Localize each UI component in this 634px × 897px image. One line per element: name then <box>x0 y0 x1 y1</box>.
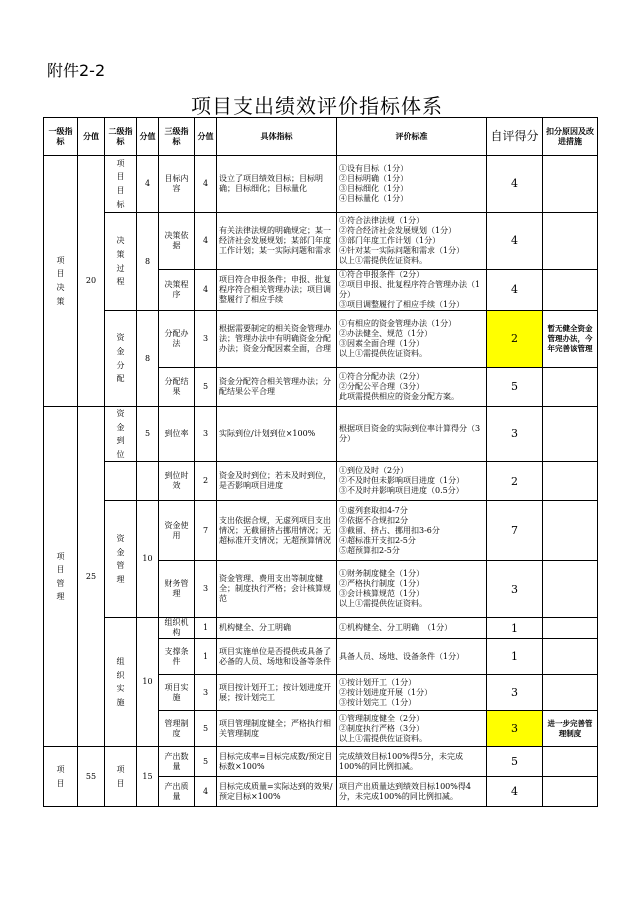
level3-indicator: 项目实施 <box>159 675 195 711</box>
level1-score: 25 <box>78 407 105 747</box>
table-row <box>44 213 598 270</box>
header-level2: 二级指标 <box>105 118 137 156</box>
specific-indicator: 支出依据合规，无虚列项目支出情况；无截留挤占挪用情况；无超标准开支情况；无超预算情况 <box>217 501 337 561</box>
level2-indicator-text: 资金到位 <box>116 409 125 459</box>
deduction-reason <box>543 407 598 462</box>
level3-score: 3 <box>195 561 217 618</box>
evaluation-criteria: ①符合申报条件（2分） ②项目申报、批复程序符合管理办法（1分） ③项目调整履行了相应手续（1分） <box>337 270 487 311</box>
level3-score: 1 <box>195 618 217 639</box>
specific-indicator: 项目实施单位是否提供或具备了必备的人员、场地和设备等条件 <box>217 639 337 675</box>
deduction-reason: 进一步完善管理制度 <box>543 711 598 747</box>
level2-indicator <box>105 747 137 807</box>
level2-score <box>137 462 159 501</box>
level3-indicator: 产出质量 <box>159 777 195 807</box>
level2-score: 4 <box>137 156 159 213</box>
self-score: 4 <box>487 213 543 270</box>
level2-indicator <box>105 213 137 311</box>
self-score: 1 <box>487 618 543 639</box>
level2-indicator <box>105 462 137 501</box>
evaluation-criteria: ①虚列套取扣4-7分 ②依据不合规扣2分 ③截留、挤占、挪用扣3-6分 ④超标准开支扣2-5分 ⑤超预算扣2-5分 <box>337 501 487 561</box>
deduction-reason: 暂无健全资金管理办法，今年完善该管理 <box>543 311 598 368</box>
evaluation-criteria: ①财务制度健全（1分） ②严格执行制度（1分） ③会计核算规范（1分） 以上①需提供佐证资料。 <box>337 561 487 618</box>
specific-indicator: 项目按计划开工；按计划进度开展；按计划完工 <box>217 675 337 711</box>
specific-indicator: 有关法律法规的明确规定；某一经济社会发展规划；某部门年度工作计划；某一实际问题和需求 <box>217 213 337 270</box>
level3-indicator: 支撑条件 <box>159 639 195 675</box>
self-score: 2 <box>487 462 543 501</box>
deduction-reason <box>543 156 598 213</box>
self-score: 3 <box>487 711 543 747</box>
specific-indicator: 设立了项目绩效目标；目标明确；目标细化；目标量化 <box>217 156 337 213</box>
level2-score: 15 <box>137 747 159 807</box>
specific-indicator: 资金管理、费用支出等制度健全；制度执行严格；会计核算规范 <box>217 561 337 618</box>
level3-score: 2 <box>195 462 217 501</box>
evaluation-criteria: ①符合法律法规（1分） ②符合经济社会发展规划（1分） ③部门年度工作计划（1分） ④针对某一实际问题和需求（1分） 以上①需提供佐证资料。 <box>337 213 487 270</box>
level3-score: 5 <box>195 711 217 747</box>
deduction-reason <box>543 270 598 311</box>
evaluation-criteria: ①机构健全、分工明确 （1分） <box>337 618 487 639</box>
level2-indicator-text: 资金管理 <box>116 534 125 584</box>
evaluation-criteria: ①设有目标（1分） ②目标明确（1分） ③目标细化（1分） ④目标量化（1分） <box>337 156 487 213</box>
level3-score: 1 <box>195 639 217 675</box>
self-score: 3 <box>487 407 543 462</box>
table-row <box>44 407 598 462</box>
specific-indicator: 项目符合申报条件；申报、批复程序符合相关管理办法；项目调整履行了相应手续 <box>217 270 337 311</box>
evaluation-criteria: ①管理制度健全（2分） ②制度执行严格（3分） 以上①需提供佐证资料。 <box>337 711 487 747</box>
deduction-reason <box>543 462 598 501</box>
level1-indicator-text: 项目管理 <box>56 551 65 602</box>
level1-score: 20 <box>78 156 105 407</box>
level3-score: 4 <box>195 270 217 311</box>
table-row <box>44 618 598 639</box>
level2-score: 10 <box>137 501 159 618</box>
table-row <box>44 462 598 501</box>
self-score: 4 <box>487 270 543 311</box>
level1-score: 55 <box>78 747 105 807</box>
level1-indicator <box>44 747 78 807</box>
evaluation-criteria: ①按计划开工（1分） ②按计划进度开展（1分） ③按计划完工（1分） <box>337 675 487 711</box>
self-score: 5 <box>487 368 543 407</box>
level2-indicator-text: 项目目标 <box>116 158 125 209</box>
level3-score: 4 <box>195 156 217 213</box>
header-score2: 分值 <box>137 118 159 156</box>
level3-indicator: 决策程序 <box>159 270 195 311</box>
header-reason: 扣分原因及改进措施 <box>543 118 598 156</box>
level2-score: 8 <box>137 213 159 311</box>
level3-indicator: 到位时效 <box>159 462 195 501</box>
deduction-reason <box>543 747 598 777</box>
self-score: 3 <box>487 561 543 618</box>
specific-indicator: 项目管理制度健全；严格执行相关管理制度 <box>217 711 337 747</box>
level3-indicator: 组织机构 <box>159 618 195 639</box>
level3-indicator: 分配结果 <box>159 368 195 407</box>
header-level3: 三级指标 <box>159 118 195 156</box>
header-score1: 分值 <box>78 118 105 156</box>
deduction-reason <box>543 675 598 711</box>
header-criteria: 评价标准 <box>337 118 487 156</box>
evaluation-criteria: 根据项目资金的实际到位率计算得分（3分） <box>337 407 487 462</box>
level1-indicator <box>44 407 78 747</box>
deduction-reason <box>543 618 598 639</box>
deduction-reason <box>543 501 598 561</box>
table-row <box>44 747 598 777</box>
self-score: 2 <box>487 311 543 368</box>
level2-indicator-text: 组织实施 <box>116 657 125 707</box>
level3-indicator: 产出数量 <box>159 747 195 777</box>
header-self-score: 自评得分 <box>487 118 543 156</box>
header-score3: 分值 <box>195 118 217 156</box>
evaluation-criteria: 完成绩效目标100%得5分，未完成100%的同比例扣减。 <box>337 747 487 777</box>
evaluation-criteria: ①到位及时（2分） ②不及时但未影响项目进度（1分） ③不及时并影响项目进度（0.5分） <box>337 462 487 501</box>
level3-score: 4 <box>195 213 217 270</box>
level1-indicator-text: 项目决策 <box>56 255 65 306</box>
level3-indicator: 目标内容 <box>159 156 195 213</box>
specific-indicator: 目标完成率=目标完成数/预定目标数×100% <box>217 747 337 777</box>
header-row <box>44 118 598 156</box>
level3-indicator: 管理制度 <box>159 711 195 747</box>
specific-indicator: 资金分配符合相关管理办法；分配结果公平合理 <box>217 368 337 407</box>
self-score: 3 <box>487 675 543 711</box>
specific-indicator: 目标完成质量=实际达到的效果/预定目标×100% <box>217 777 337 807</box>
level3-indicator: 资金使用 <box>159 501 195 561</box>
level1-indicator-text: 项目 <box>56 765 65 788</box>
self-score: 1 <box>487 639 543 675</box>
header-specific: 具体指标 <box>217 118 337 156</box>
level2-indicator <box>105 501 137 618</box>
attachment-label: 附件2-2 <box>47 61 106 80</box>
deduction-reason <box>543 213 598 270</box>
specific-indicator: 根据需要制定的相关资金管理办法；管理办法中有明确资金分配办法；资金分配因素全面，合理 <box>217 311 337 368</box>
self-score: 7 <box>487 501 543 561</box>
level3-score: 3 <box>195 407 217 462</box>
self-score: 4 <box>487 156 543 213</box>
level3-indicator: 到位率 <box>159 407 195 462</box>
level2-score: 5 <box>137 407 159 462</box>
level3-score: 5 <box>195 368 217 407</box>
level2-indicator <box>105 156 137 213</box>
self-score: 4 <box>487 777 543 807</box>
level2-indicator <box>105 618 137 747</box>
level2-indicator-text: 资金分配 <box>116 333 125 384</box>
header-level1: 一级指标 <box>44 118 78 156</box>
level3-score: 5 <box>195 747 217 777</box>
level2-indicator <box>105 311 137 407</box>
specific-indicator: 资金及时到位；若未及时到位，是否影响项目进度 <box>217 462 337 501</box>
evaluation-criteria: ①有相应的资金管理办法（1分） ②办法健全、规范（1分） ③因素全面合理（1分） 以上①需提供佐证资料。 <box>337 311 487 368</box>
level3-indicator: 财务管理 <box>159 561 195 618</box>
evaluation-criteria: ①符合分配办法（2分） ②分配公平合理（3分） 此项需提供相应的资金分配方案。 <box>337 368 487 407</box>
indicator-table <box>43 117 598 807</box>
evaluation-criteria: 项目产出质量达到绩效目标100%得4分，未完成100%的同比例扣减。 <box>337 777 487 807</box>
level2-indicator-text: 决策过程 <box>116 236 125 287</box>
deduction-reason <box>543 777 598 807</box>
specific-indicator: 机构健全、分工明确 <box>217 618 337 639</box>
level3-indicator: 决策依据 <box>159 213 195 270</box>
page-title: 项目支出绩效评价指标体系 <box>191 94 443 118</box>
deduction-reason <box>543 561 598 618</box>
level2-indicator <box>105 407 137 462</box>
table-row <box>44 311 598 368</box>
deduction-reason <box>543 639 598 675</box>
level3-score: 7 <box>195 501 217 561</box>
self-score: 5 <box>487 747 543 777</box>
level3-score: 3 <box>195 675 217 711</box>
deduction-reason <box>543 368 598 407</box>
level3-score: 4 <box>195 777 217 807</box>
level2-score: 8 <box>137 311 159 407</box>
level2-score: 10 <box>137 618 159 747</box>
specific-indicator: 实际到位/计划到位×100% <box>217 407 337 462</box>
level1-indicator <box>44 156 78 407</box>
level3-indicator: 分配办法 <box>159 311 195 368</box>
level2-indicator-text: 项目 <box>116 765 125 788</box>
level3-score: 3 <box>195 311 217 368</box>
table-row <box>44 156 598 213</box>
evaluation-criteria: 具备人员、场地、设备条件（1分） <box>337 639 487 675</box>
table-row <box>44 501 598 561</box>
